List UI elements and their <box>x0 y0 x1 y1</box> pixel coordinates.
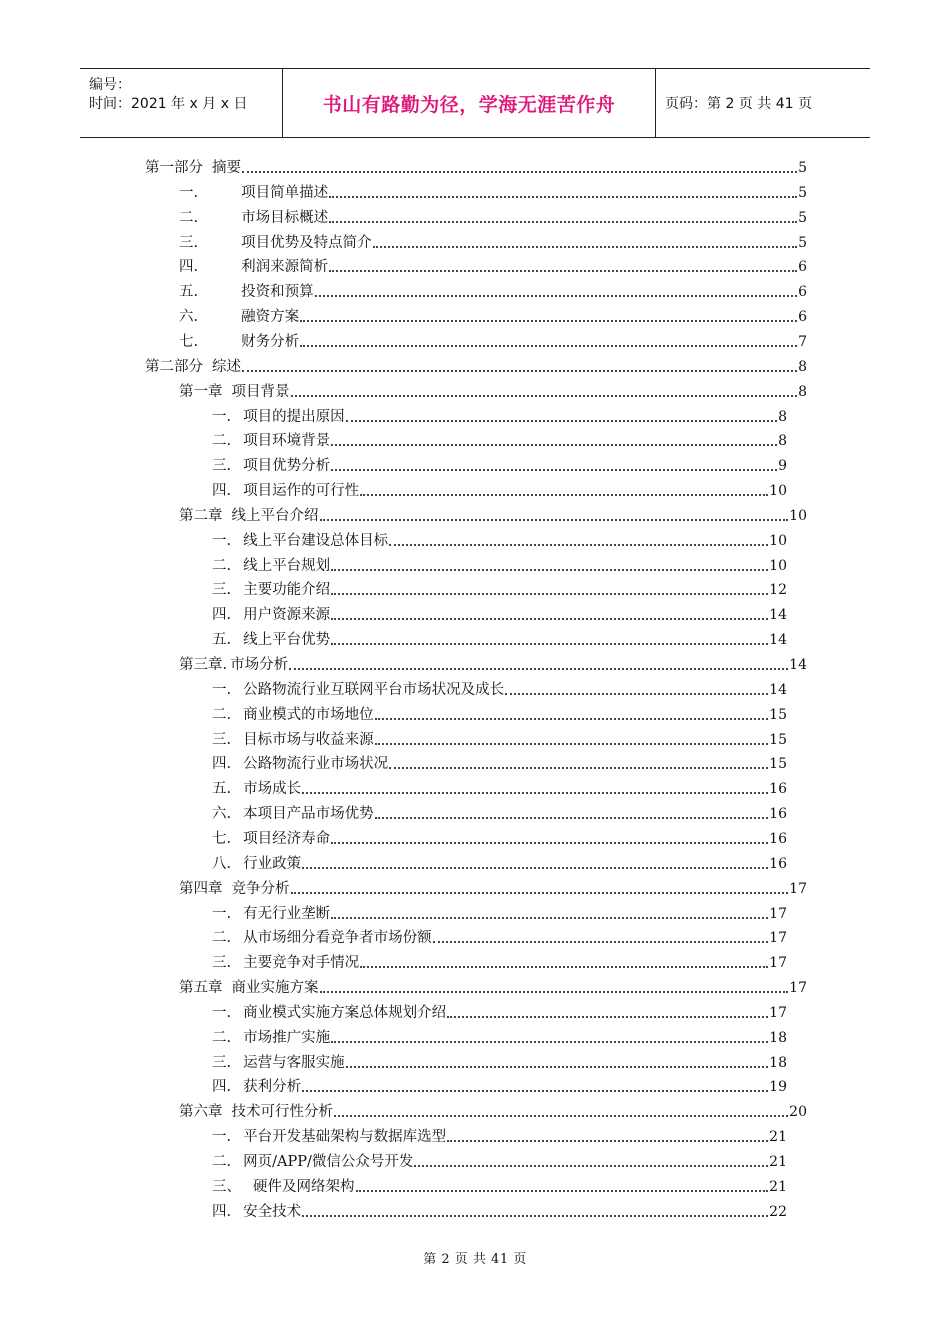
toc-entry-number: 第五章 <box>179 980 223 997</box>
toc-entry-title: 摘要 <box>212 160 241 176</box>
toc-entry-page: 5 <box>798 234 807 251</box>
toc-entry-number: 三. <box>179 234 199 251</box>
toc-entry-page: 17 <box>789 980 807 997</box>
toc-entry[interactable] <box>212 1003 787 1023</box>
toc-dot-leader <box>375 817 769 819</box>
toc-dot-leader <box>302 867 768 869</box>
toc-entry-title: 项目优势分析 <box>243 458 331 475</box>
toc-dot-leader <box>360 966 768 968</box>
toc-entry-page: 17 <box>769 930 787 947</box>
toc-dot-leader <box>331 842 768 844</box>
toc-entry-title: 本项目产品市场优势 <box>243 806 374 823</box>
toc-entry-title: 线上平台规划 <box>243 557 331 574</box>
toc-entry-page: 8 <box>798 358 807 375</box>
toc-entry[interactable] <box>212 531 787 551</box>
toc-entry-page: 6 <box>798 259 807 276</box>
toc-entry[interactable] <box>179 978 807 998</box>
toc-entry-title: 项目简单描述 <box>241 184 329 201</box>
toc-entry-title: 财务分析 <box>241 333 300 350</box>
toc-entry-page: 14 <box>769 607 787 624</box>
toc-entry-page: 5 <box>798 184 807 201</box>
toc-entry[interactable] <box>179 183 807 203</box>
toc-entry-page: 17 <box>769 1004 787 1021</box>
toc-entry-title: 线上平台建设总体目标 <box>243 532 389 549</box>
toc-entry-page: 10 <box>769 532 787 549</box>
toc-dot-leader <box>331 569 768 571</box>
toc-entry-number: 第三章. <box>179 657 228 673</box>
toc-entry-number: 四. <box>212 1079 232 1096</box>
header-right-cell <box>656 69 870 137</box>
document-date: 时间：2021 年 x 月 x 日 <box>89 96 248 112</box>
toc-entry[interactable] <box>212 456 787 476</box>
toc-entry-page: 18 <box>769 1029 787 1046</box>
toc-entry-number: 第四章 <box>179 880 223 897</box>
toc-entry[interactable] <box>212 431 787 451</box>
toc-entry-number: 二. <box>212 433 232 450</box>
toc-entry-number: 二. <box>179 209 199 226</box>
toc-entry-number: 一. <box>212 1004 232 1021</box>
toc-dot-leader <box>356 1190 769 1192</box>
toc-entry-page: 16 <box>769 830 787 847</box>
toc-dot-leader <box>389 544 768 546</box>
toc-entry-title: 线上平台介绍 <box>231 507 319 524</box>
toc-entry-page: 8 <box>798 383 807 400</box>
toc-entry-number: 三. <box>212 1054 232 1071</box>
toc-entry-title: 平台开发基础架构与数据库选型 <box>243 1129 447 1146</box>
toc-entry-number: 一. <box>212 408 232 425</box>
toc-entry-number: 第六章 <box>179 1104 223 1121</box>
toc-entry-title: 项目环境背景 <box>243 433 331 450</box>
toc-entry-page: 8 <box>778 408 787 425</box>
toc-dot-leader <box>329 221 797 223</box>
toc-entry-title: 目标市场与收益来源 <box>243 731 374 748</box>
toc-entry-title: 项目运作的可行性 <box>243 483 360 500</box>
toc-entry-number: 四. <box>212 483 232 500</box>
toc-dot-leader <box>300 345 797 347</box>
toc-entry-page: 21 <box>769 1178 787 1195</box>
toc-entry-title: 市场成长 <box>243 781 302 798</box>
toc-entry-page: 17 <box>769 955 787 972</box>
toc-entry-number: 三、 <box>212 1178 241 1195</box>
toc-entry-title: 融资方案 <box>241 309 300 326</box>
toc-entry-number: 第一章 <box>179 383 223 400</box>
toc-entry-number: 二. <box>212 557 232 574</box>
toc-entry-page: 10 <box>769 557 787 574</box>
toc-dot-leader <box>320 519 789 521</box>
toc-entry[interactable] <box>212 605 787 625</box>
toc-entry-page: 17 <box>769 905 787 922</box>
toc-entry-number: 二. <box>212 1029 232 1046</box>
toc-entry-title: 有无行业垄断 <box>243 905 331 922</box>
toc-entry-page: 6 <box>798 284 807 301</box>
toc-entry-number: 六. <box>212 806 232 823</box>
toc-entry-number: 一. <box>212 1129 232 1146</box>
toc-entry[interactable] <box>179 506 807 526</box>
toc-entry-page: 14 <box>789 657 807 673</box>
toc-entry[interactable] <box>179 307 807 327</box>
toc-entry[interactable] <box>212 829 787 849</box>
toc-entry-page: 22 <box>769 1203 787 1220</box>
toc-entry-page: 14 <box>769 681 787 698</box>
toc-entry-number: 五. <box>212 632 232 649</box>
toc-entry-number: 一. <box>212 681 232 698</box>
toc-entry-title: 综述 <box>212 358 241 375</box>
toc-entry-page: 18 <box>769 1054 787 1071</box>
toc-dot-leader <box>302 1090 768 1092</box>
toc-entry-title: 商业模式实施方案总体规划介绍 <box>243 1004 447 1021</box>
toc-entry[interactable] <box>179 282 807 302</box>
toc-entry-page: 9 <box>778 458 787 475</box>
header-motto: 书山有路勤为径，学海无涯苦作舟 <box>322 93 616 116</box>
toc-entry-number: 三. <box>212 955 232 972</box>
toc-entry-number: 一. <box>179 184 199 201</box>
toc-entry-number: 五. <box>212 781 232 798</box>
toc-entry-number: 三. <box>212 582 232 599</box>
header-middle-cell <box>283 69 656 137</box>
toc-entry-number: 二. <box>212 706 232 723</box>
toc-entry-title: 获利分析 <box>243 1079 302 1096</box>
toc-dot-leader <box>331 444 777 446</box>
toc-dot-leader <box>331 593 768 595</box>
toc-dot-leader <box>302 1215 768 1217</box>
toc-entry-number: 一. <box>212 905 232 922</box>
toc-entry[interactable] <box>212 1177 787 1197</box>
toc-entry-page: 10 <box>789 507 807 524</box>
toc-entry-title: 市场推广实施 <box>243 1029 331 1046</box>
toc-entry-title: 利润来源简析 <box>241 259 329 276</box>
toc-entry[interactable] <box>145 357 807 377</box>
toc-entry-title: 项目的提出原因 <box>243 408 345 425</box>
toc-entry[interactable] <box>212 1028 787 1048</box>
toc-entry[interactable] <box>212 779 787 799</box>
toc-dot-leader <box>331 643 768 645</box>
toc-dot-leader <box>331 618 768 620</box>
toc-entry-number: 四. <box>179 259 199 276</box>
toc-entry[interactable] <box>212 481 787 501</box>
toc-entry-number: 第一部分 <box>145 160 203 176</box>
toc-dot-leader <box>346 420 777 422</box>
toc-entry[interactable] <box>145 158 807 178</box>
toc-entry[interactable] <box>212 680 787 700</box>
toc-entry[interactable] <box>179 257 807 277</box>
toc-entry-page: 7 <box>798 333 807 350</box>
header-page-info: 页码：第 2 页 共 41 页 <box>665 96 812 112</box>
toc-entry-number: 第二部分 <box>145 358 203 375</box>
toc-entry-number: 六. <box>179 309 199 326</box>
toc-dot-leader <box>346 1066 769 1068</box>
toc-entry[interactable] <box>212 754 787 774</box>
toc-entry-title: 用户资源来源 <box>243 607 331 624</box>
toc-dot-leader <box>329 196 797 198</box>
toc-entry[interactable] <box>212 1202 787 1222</box>
toc-entry-page: 8 <box>778 433 787 450</box>
toc-entry[interactable] <box>212 1152 787 1172</box>
toc-entry[interactable] <box>179 382 807 402</box>
toc-entry-title: 市场目标概述 <box>241 209 329 226</box>
toc-entry-title: 运营与客服实施 <box>243 1054 345 1071</box>
toc-dot-leader <box>331 469 777 471</box>
toc-entry[interactable] <box>212 1053 787 1073</box>
toc-entry[interactable] <box>179 1102 807 1122</box>
toc-entry-page: 16 <box>769 855 787 872</box>
toc-entry[interactable] <box>179 879 807 899</box>
toc-entry-number: 三. <box>212 458 232 475</box>
toc-entry[interactable] <box>212 407 787 427</box>
toc-dot-leader <box>302 792 768 794</box>
toc-entry-title: 商业模式的市场地位 <box>243 706 374 723</box>
toc-entry[interactable] <box>212 928 787 948</box>
toc-entry-page: 15 <box>769 756 787 773</box>
toc-entry-page: 16 <box>769 806 787 823</box>
toc-dot-leader <box>315 295 797 297</box>
toc-entry[interactable] <box>179 332 807 352</box>
toc-entry-page: 21 <box>769 1154 787 1170</box>
page-header <box>80 68 870 138</box>
toc-dot-leader <box>414 1165 768 1167</box>
toc-entry[interactable] <box>212 630 787 650</box>
toc-entry-number: 八. <box>212 855 232 872</box>
toc-entry-title: 硬件及网络架构 <box>253 1178 355 1195</box>
toc-dot-leader <box>447 1140 768 1142</box>
toc-dot-leader <box>331 917 768 919</box>
toc-entry-title: 从市场细分看竞争者市场份额 <box>243 930 432 947</box>
toc-dot-leader <box>291 395 798 397</box>
toc-entry[interactable] <box>179 233 807 253</box>
toc-dot-leader <box>375 743 769 745</box>
toc-entry[interactable] <box>212 854 787 874</box>
toc-dot-leader <box>334 1115 788 1117</box>
toc-entry[interactable] <box>212 556 787 576</box>
toc-entry-title: 行业政策 <box>243 855 302 872</box>
toc-entry[interactable] <box>212 1127 787 1147</box>
toc-entry[interactable] <box>179 208 807 228</box>
toc-dot-leader <box>373 246 797 248</box>
toc-entry[interactable] <box>212 1077 787 1097</box>
toc-dot-leader <box>505 693 768 695</box>
toc-dot-leader <box>375 718 769 720</box>
toc-entry-title: 线上平台优势 <box>243 632 331 649</box>
header-left-cell <box>80 69 283 137</box>
toc-dot-leader <box>447 1016 768 1018</box>
toc-entry-page: 15 <box>769 706 787 723</box>
toc-dot-leader <box>331 1041 768 1043</box>
toc-entry-number: 四. <box>212 607 232 624</box>
toc-entry[interactable] <box>179 655 807 675</box>
toc-entry-title: 公路物流行业市场状况 <box>243 756 389 773</box>
toc-entry-number: 一. <box>212 532 232 549</box>
toc-dot-leader <box>291 892 789 894</box>
toc-entry[interactable] <box>212 904 787 924</box>
toc-entry-title: 主要功能介绍 <box>243 582 331 599</box>
toc-entry-title: 商业实施方案 <box>231 980 319 997</box>
toc-dot-leader <box>289 668 788 670</box>
toc-dot-leader <box>360 494 768 496</box>
toc-entry-page: 6 <box>798 309 807 326</box>
toc-entry-title: 技术可行性分析 <box>231 1104 333 1121</box>
document-number-label: 编号： <box>89 77 131 93</box>
toc-dot-leader <box>242 370 797 372</box>
toc-entry-title: 项目优势及特点简介 <box>241 234 372 251</box>
toc-entry-number: 七. <box>212 830 232 847</box>
toc-entry-title: 竞争分析 <box>231 880 290 897</box>
toc-entry[interactable] <box>212 705 787 725</box>
toc-entry-page: 17 <box>789 880 807 897</box>
page-footer: 第 2 页 共 41 页 <box>423 1252 527 1267</box>
toc-entry-number: 第二章 <box>179 507 223 524</box>
toc-entry-title: 主要竞争对手情况 <box>243 955 360 972</box>
toc-entry-page: 21 <box>769 1129 787 1146</box>
toc-entry-page: 19 <box>769 1079 787 1096</box>
toc-entry-page: 10 <box>769 483 787 500</box>
toc-entry[interactable] <box>212 804 787 824</box>
toc-dot-leader <box>329 270 797 272</box>
toc-dot-leader <box>242 171 797 173</box>
toc-entry-page: 14 <box>769 632 787 649</box>
toc-entry-page: 16 <box>769 781 787 798</box>
toc-dot-leader <box>433 941 769 943</box>
toc-entry-number: 四. <box>212 756 232 773</box>
toc-entry-number: 二. <box>212 930 232 947</box>
toc-entry-page: 20 <box>789 1104 807 1121</box>
toc-entry[interactable] <box>212 953 787 973</box>
toc-entry-title: 市场分析 <box>230 657 289 673</box>
toc-entry-number: 三. <box>212 731 232 748</box>
toc-entry-page: 5 <box>798 160 807 176</box>
toc-entry-number: 五. <box>179 284 199 301</box>
toc-entry-title: 项目背景 <box>231 383 290 400</box>
toc-dot-leader <box>389 767 768 769</box>
toc-dot-leader <box>300 320 797 322</box>
toc-entry[interactable] <box>212 580 787 600</box>
toc-entry-title: 网页/APP/微信公众号开发 <box>243 1154 414 1170</box>
toc-entry-title: 项目经济寿命 <box>243 830 331 847</box>
toc-dot-leader <box>320 991 789 993</box>
toc-entry[interactable] <box>212 730 787 750</box>
toc-entry-page: 12 <box>769 582 787 599</box>
toc-entry-number: 四. <box>212 1203 232 1220</box>
toc-entry-number: 七. <box>179 333 199 350</box>
toc-entry-title: 投资和预算 <box>241 284 314 301</box>
toc-entry-title: 公路物流行业互联网平台市场状况及成长 <box>243 681 505 698</box>
toc-entry-page: 5 <box>798 209 807 226</box>
toc-entry-title: 安全技术 <box>243 1203 302 1220</box>
toc-entry-number: 二. <box>212 1154 232 1170</box>
toc-entry-page: 15 <box>769 731 787 748</box>
